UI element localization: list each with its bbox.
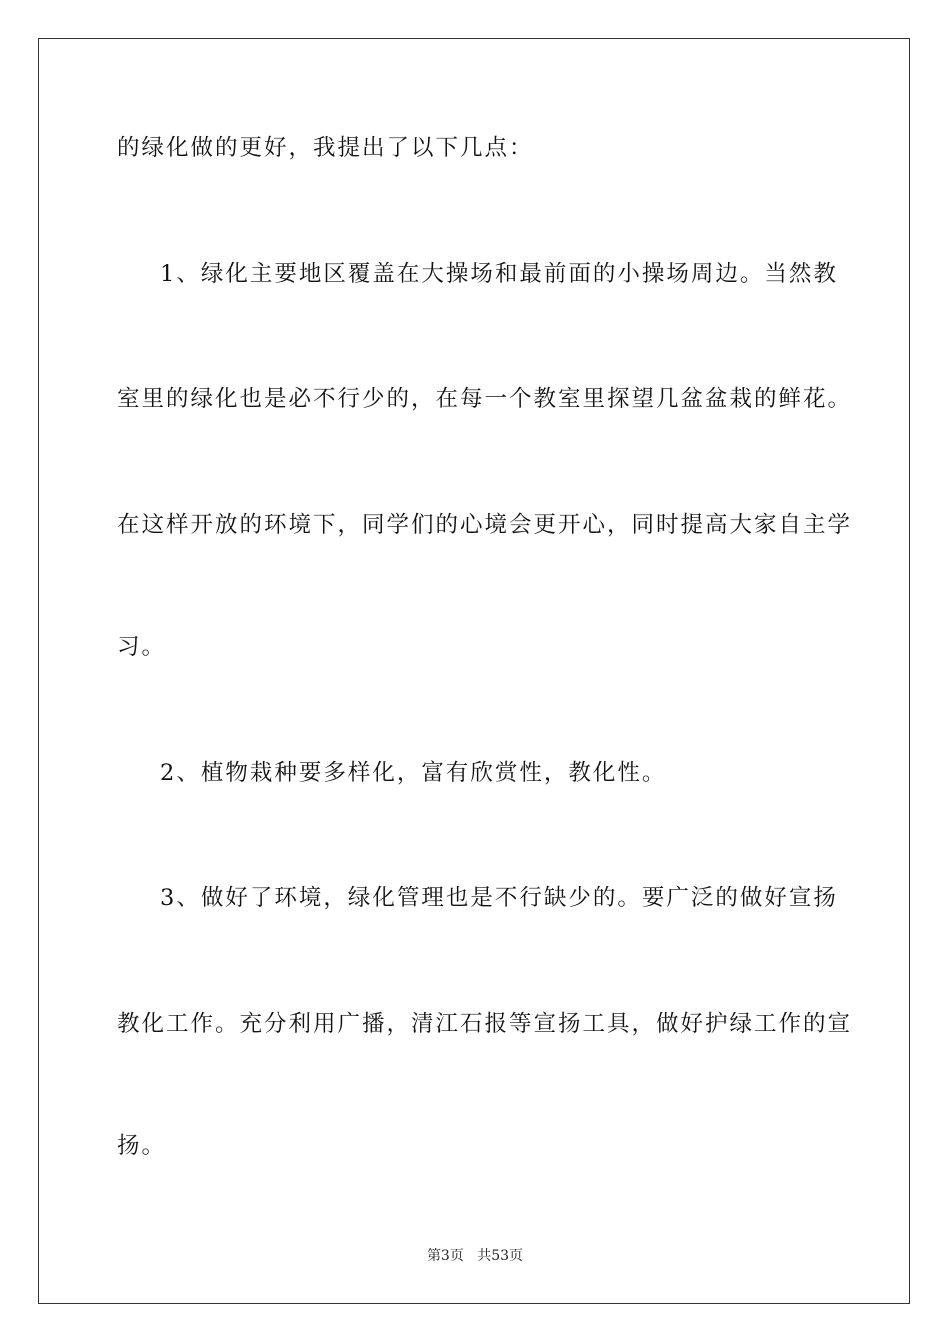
paragraph-1-line-4: 习。: [117, 634, 167, 660]
paragraph-1-line-2: 室里的绿化也是必不行少的，在每一个教室里探望几盆盆栽的鲜花。: [117, 386, 853, 412]
page-number: 第3页: [426, 1248, 464, 1264]
paragraph-2-line-1: 2、植物栽种要多样化，富有欣赏性，教化性。: [160, 760, 667, 786]
page-border: [38, 38, 910, 1304]
paragraph-1-line-3: 在这样开放的环境下，同学们的心境会更开心，同时提高大家自主学: [117, 512, 853, 538]
page-footer: [0, 1247, 950, 1265]
body-line-1: 的绿化做的更好，我提出了以下几点：: [117, 135, 534, 161]
paragraph-3-line-3: 扬。: [117, 1133, 167, 1159]
paragraph-3-line-2: 教化工作。充分利用广播，清江石报等宣扬工具，做好护绿工作的宣: [117, 1011, 853, 1037]
paragraph-1-line-1: 1、绿化主要地区覆盖在大操场和最前面的小操场周边。当然教: [160, 261, 838, 287]
paragraph-3-line-1: 3、做好了环境，绿化管理也是不行缺少的。要广泛的做好宣扬: [160, 885, 838, 911]
page-total: 共53页: [477, 1248, 524, 1264]
